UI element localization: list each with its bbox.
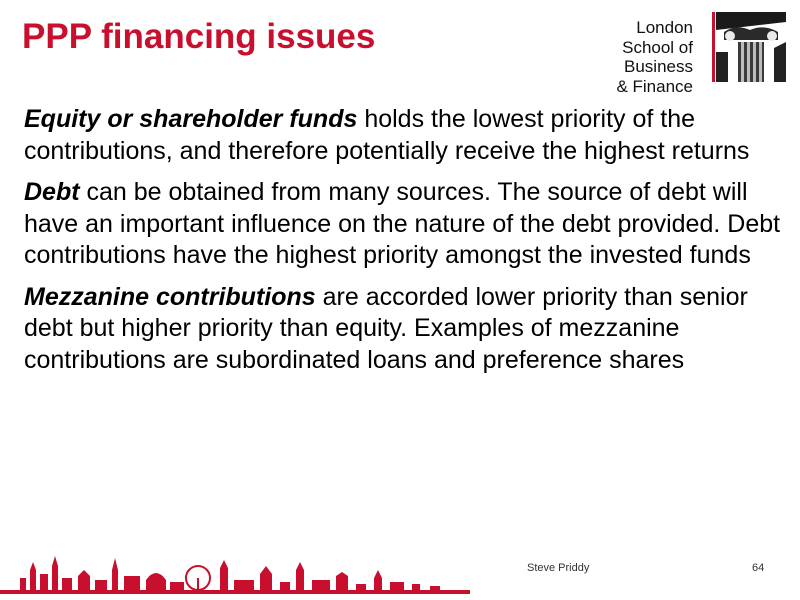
paragraph-text: can be obtained from many sources. The source of debt will have an important influence on the nature of the debt provided. Debt contributions have the highest priority amongst the invested funds	[24, 178, 781, 269]
paragraph-text: holds the lowest priority of the contributions, and therefore potentially receive the highest returns	[24, 105, 750, 165]
classical-column-icon	[716, 12, 786, 82]
paragraph-text: are accorded lower priority than senior debt but higher priority than equity. Examples of mezzanine contributions are subordinated loans and preference shares	[24, 282, 748, 374]
logo-line-3: & Finance	[616, 76, 693, 96]
paragraph-equity	[24, 104, 784, 167]
page-number: 64	[752, 562, 765, 574]
paragraph-lead: Debt	[24, 178, 80, 206]
school-logo	[564, 12, 786, 96]
paragraph-debt	[24, 177, 784, 272]
paragraph-mezzanine	[24, 282, 784, 377]
logo-divider	[712, 12, 715, 82]
paragraph-lead: Equity or shareholder funds	[24, 105, 358, 133]
slide-title: PPP financing issues	[22, 17, 376, 56]
london-skyline-icon	[0, 540, 470, 600]
logo-text	[564, 18, 693, 96]
logo-line-1: London	[636, 18, 693, 37]
logo-line-2: School of Business	[622, 37, 693, 76]
slide-body	[24, 104, 784, 386]
paragraph-lead: Mezzanine contributions	[24, 282, 316, 311]
footer-author: Steve Priddy	[527, 562, 590, 574]
